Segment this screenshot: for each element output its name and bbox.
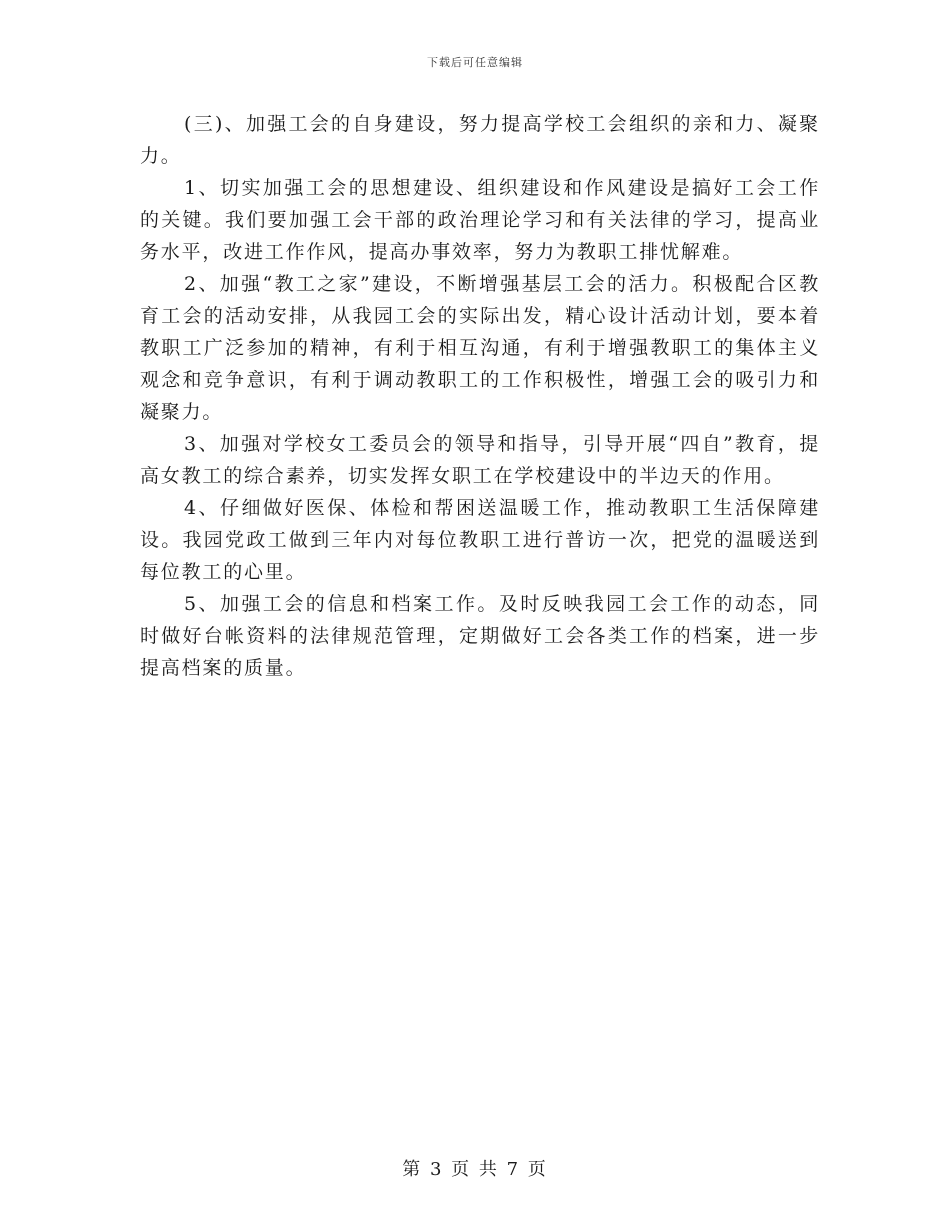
paragraph-item-4: 4、仔细做好医保、体检和帮困送温暖工作，推动教职工生活保障建设。我园党政工做到三年内对每位教职工进行普访一次，把党的温暖送到每位教工的心里。 bbox=[140, 497, 820, 583]
paragraph-section-heading: (三)、加强工会的自身建设，努力提高学校工会组织的亲和力、凝聚力。 bbox=[140, 113, 820, 167]
paragraph-item-5: 5、加强工会的信息和档案工作。及时反映我园工会工作的动态，同时做好台帐资料的法律规范管理，定期做好工会各类工作的档案，进一步提高档案的质量。 bbox=[140, 593, 820, 679]
page-number-footer: 第 3 页 共 7 页 bbox=[402, 1159, 548, 1180]
document-body bbox=[140, 108, 820, 684]
paragraph-item-1: 1、切实加强工会的思想建设、组织建设和作风建设是搞好工会工作的关键。我们要加强工会干部的政治理论学习和有关法律的学习，提高业务水平，改进工作作风，提高办事效率，努力为教职工排忧解难。 bbox=[140, 177, 820, 263]
page-header: 下载后可任意编辑 bbox=[427, 56, 523, 69]
paragraph-item-3: 3、加强对学校女工委员会的领导和指导，引导开展“四自”教育，提高女教工的综合素养，切实发挥女职工在学校建设中的半边天的作用。 bbox=[140, 433, 820, 487]
paragraph-item-2: 2、加强“教工之家”建设，不断增强基层工会的活力。积极配合区教育工会的活动安排，从我园工会的实际出发，精心设计活动计划，要本着教职工广泛参加的精神，有利于相互沟通，有利于增强教职工的集体主义观念和竞争意识，有利于调动教职工的工作积极性，增强工会的吸引力和凝聚力。 bbox=[140, 273, 820, 423]
